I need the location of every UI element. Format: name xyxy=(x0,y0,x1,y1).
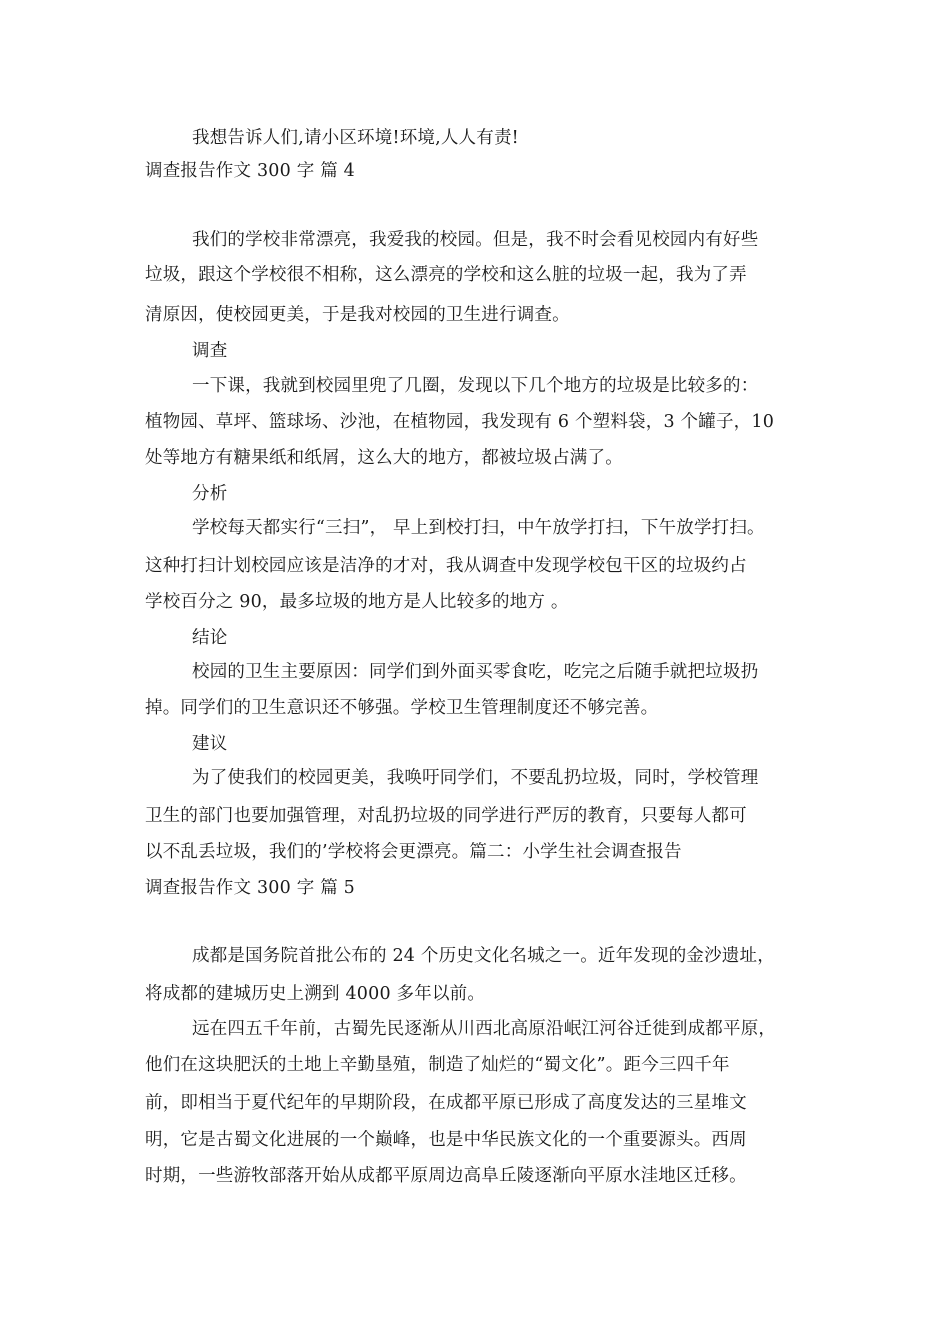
subheading-survey: 调查 xyxy=(192,341,228,361)
subheading-conclusion: 结论 xyxy=(192,628,228,648)
paragraph-line: 远在四五千年前，古蜀先民逐渐从川西北高原沿岷江河谷迁徙到成都平原， xyxy=(192,1019,777,1039)
paragraph-line: 掉。同学们的卫生意识还不够强。学校卫生管理制度还不够完善。 xyxy=(145,698,659,718)
subheading-suggestion: 建议 xyxy=(192,734,228,754)
paragraph-line: 垃圾，跟这个学校很不相称，这么漂亮的学校和这么脏的垃圾一起，我为了弄 xyxy=(145,265,747,285)
paragraph-line: 成都是国务院首批公布的 24 个历史文化名城之一。近年发现的金沙遗址， xyxy=(192,946,775,966)
paragraph-line: 清原因，使校园更美，于是我对校园的卫生进行调查。 xyxy=(145,305,570,325)
paragraph-line: 学校百分之 90，最多垃圾的地方是人比较多的地方 。 xyxy=(145,592,569,612)
paragraph-line: 植物园、草坪、篮球场、沙池，在植物园，我发现有 6 个塑料袋，3 个罐子，10 xyxy=(145,412,775,432)
paragraph-line: 他们在这块肥沃的土地上辛勤垦殖，制造了灿烂的“蜀文化”。距今三四千年 xyxy=(145,1055,730,1075)
paragraph-line: 为了使我们的校园更美，我唤吁同学们，不要乱扔垃圾，同时，学校管理 xyxy=(192,768,759,788)
paragraph-line: 学校每天都实行“三扫”， 早上到校打扫，中午放学打扫，下午放学打扫。 xyxy=(192,518,765,538)
paragraph-line: 时期，一些游牧部落开始从成都平原周边高阜丘陵逐渐向平原水洼地区迁移。 xyxy=(145,1166,747,1186)
subheading-analysis: 分析 xyxy=(192,484,228,504)
paragraph-line: 校园的卫生主要原因：同学们到外面买零食吃，吃完之后随手就把垃圾扔 xyxy=(192,662,759,682)
paragraph-line: 明，它是古蜀文化进展的一个巅峰，也是中华民族文化的一个重要源头。西周 xyxy=(145,1130,747,1150)
paragraph-line: 将成都的建城历史上溯到 4000 多年以前。 xyxy=(145,984,486,1004)
paragraph-line: 以不乱丢垃圾，我们的’学校将会更漂亮。篇二：小学生社会调查报告 xyxy=(145,842,682,862)
section-heading-4: 调查报告作文 300 字 篇 4 xyxy=(145,161,355,181)
paragraph-line: 前，即相当于夏代纪年的早期阶段，在成都平原已形成了高度发达的三星堆文 xyxy=(145,1093,747,1113)
paragraph-line: 一下课，我就到校园里兜了几圈，发现以下几个地方的垃圾是比较多的： xyxy=(192,376,759,396)
paragraph-line: 我们的学校非常漂亮，我爱我的校园。但是，我不时会看见校园内有好些 xyxy=(192,230,759,250)
paragraph-line: 处等地方有糖果纸和纸屑，这么大的地方，都被垃圾占满了。 xyxy=(145,448,623,468)
section-heading-5: 调查报告作文 300 字 篇 5 xyxy=(145,878,355,898)
closing-line: 我想告诉人们,请小区环境!环境,人人有责! xyxy=(192,128,519,148)
paragraph-line: 卫生的部门也要加强管理，对乱扔垃圾的同学进行严厉的教育，只要每人都可 xyxy=(145,806,747,826)
paragraph-line: 这种打扫计划校园应该是洁净的才对，我从调查中发现学校包干区的垃圾约占 xyxy=(145,556,747,576)
